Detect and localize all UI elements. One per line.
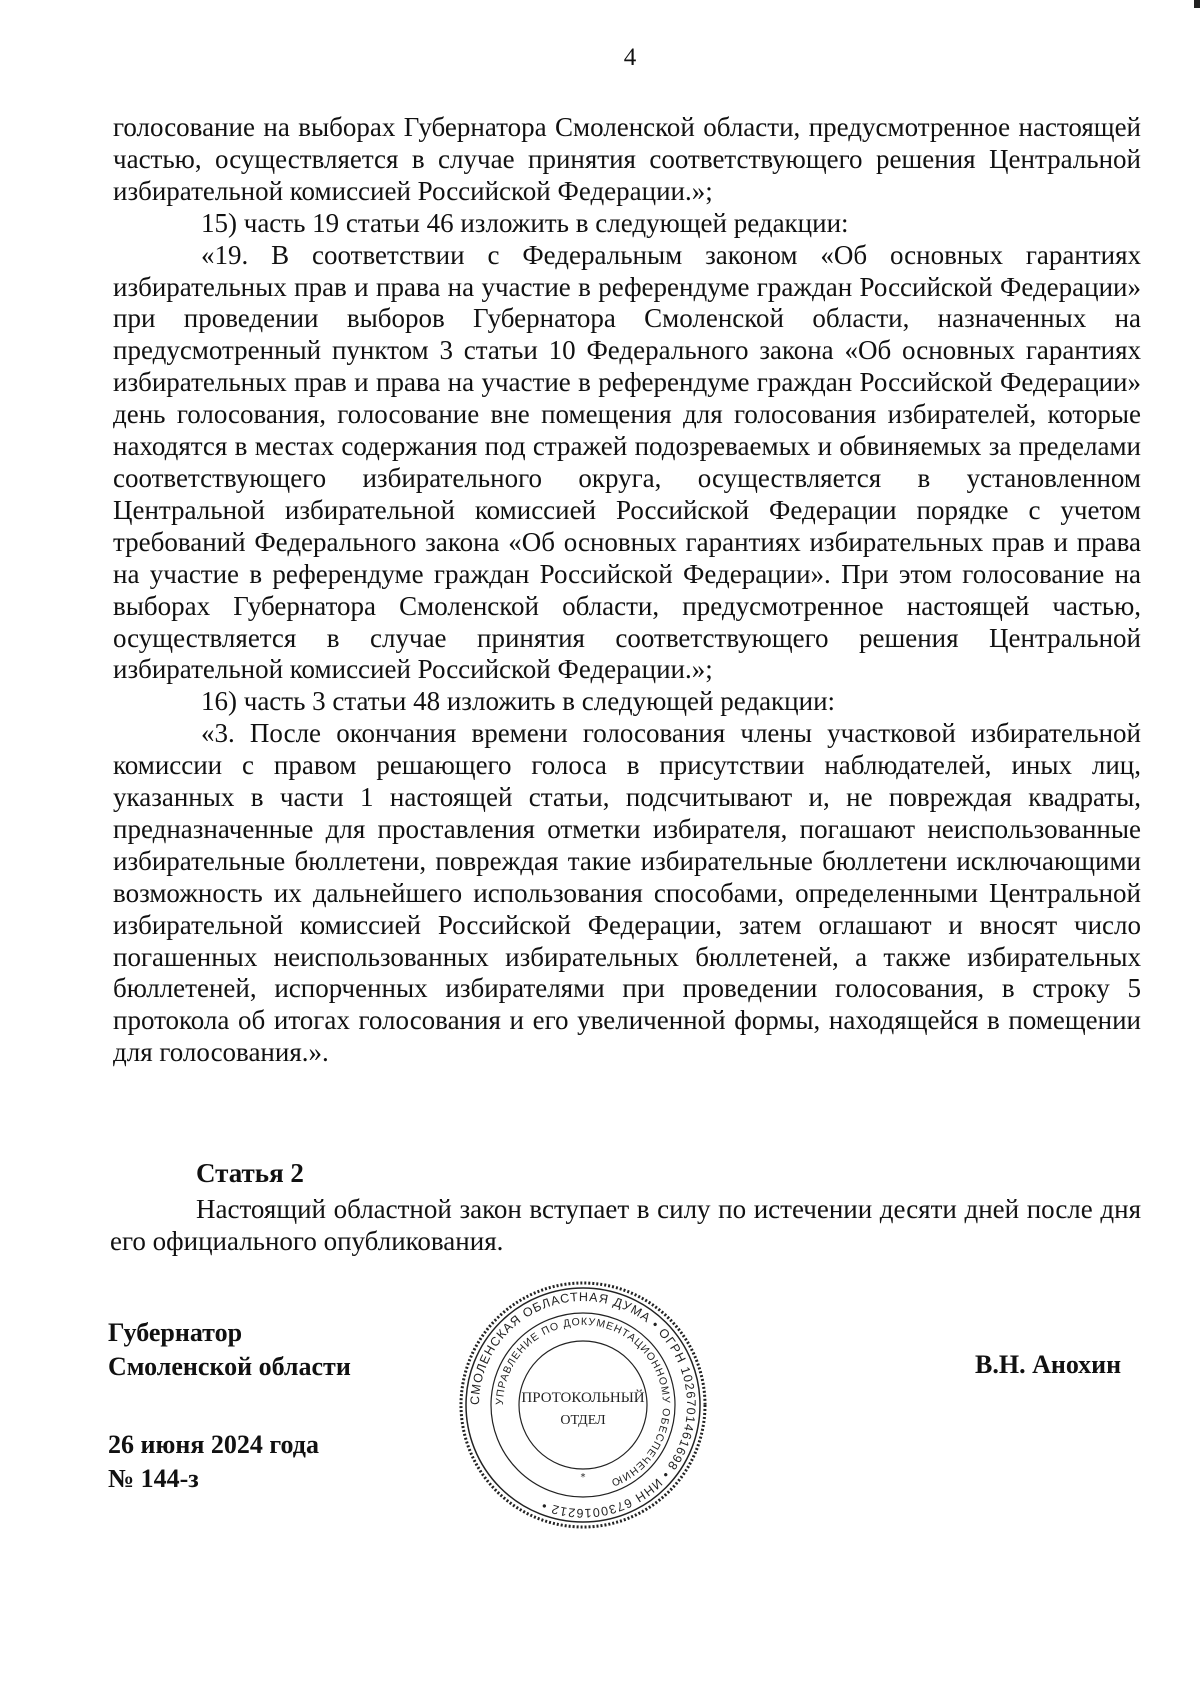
scan-edge-mark bbox=[1194, 0, 1200, 8]
law-number: № 144-з bbox=[108, 1464, 199, 1493]
signer-title-line2: Смоленской области bbox=[108, 1352, 351, 1381]
official-seal-stamp bbox=[458, 1280, 708, 1530]
paragraph-item-15: 15) часть 19 статьи 46 изложить в следующей редакции: bbox=[201, 207, 849, 238]
law-date: 26 июня 2024 года bbox=[108, 1430, 319, 1459]
seal-center-line2: ОТДЕЛ bbox=[560, 1413, 606, 1428]
paragraph-part-19: «19. В соответствии с Федеральным законом «Об основных гарантиях избирательных прав и права на участие в референдуме граждан Российской Федерации» при проведении выборов Губернатора Смоленской области, назначенных на предусмотренный пунктом 3 статьи 10 Федерального закона «Об основных гарантиях избирательных прав и права на участие в референдуме граждан Российской Федерации» день голосования, голосование вне помещения для голосования избирателей, которые находятся в местах содержания под стражей подозреваемых и обвиняемых за пределами соответствующего избирательного округа, осуществляется в установленном Центральной избирательной комиссией Российской Федерации порядке с учетом требований Федерального закона «Об основных гарантиях избирательных прав и права на участие в референдуме граждан Российской Федерации». При этом голосование на выборах Губернатора Смоленской области, предусмотренное настоящей частью, осуществляется в случае принятия соответствующего решения Центральной избирательной комиссией Российской Федерации.»; bbox=[113, 239, 1141, 685]
law-amendments-body bbox=[113, 112, 1141, 1069]
paragraph-continuation: голосование на выборах Губернатора Смоленской области, предусмотренное настоящей частью, осуществляется в случае принятия соответствующего решения Центральной избирательной комиссией Российской Федерации.»; bbox=[113, 112, 1141, 206]
seal-inner-text: УПРАВЛЕНИЕ ПО ДОКУМЕНТАЦИОННОМУ ОБЕСПЕЧЕНИЮ bbox=[493, 1315, 673, 1489]
paragraph-item-16: 16) часть 3 статьи 48 изложить в следующей редакции: bbox=[201, 686, 836, 717]
seal-center-line1: ПРОТОКОЛЬНЫЙ bbox=[521, 1390, 645, 1406]
paragraph-part-3: «3. После окончания времени голосования члены участковой избирательной комиссии с правом решающего голоса в присутствии наблюдателей, иных лиц, указанных в части 1 настоящей статьи, подсчитывают и, не повреждая квадраты, предназначенные для проставления отметки избирателя, погашают неиспользованные избирательные бюллетени, повреждая такие избирательные бюллетени исключающими возможность их дальнейшего использования способами, определенными Центральной избирательной комиссией Российской Федерации, затем оглашают и вносят число погашенных неиспользованных избирательных бюллетеней, а также избирательных бюллетеней, испорченных избирателями при проведении голосования, в строку 5 протокола об итогах голосования и его увеличенной формы, находящейся в помещении для голосования.». bbox=[113, 718, 1141, 1068]
signer-name: В.Н. Анохин bbox=[975, 1350, 1122, 1379]
signature-block bbox=[108, 1316, 351, 1496]
article-2-heading: Статья 2 bbox=[196, 1158, 304, 1188]
page-number: 4 bbox=[623, 44, 637, 71]
signer-title-line1: Губернатор bbox=[108, 1318, 243, 1347]
star-icon: * bbox=[580, 1472, 586, 1483]
seal-outer-text: СМОЛЕНСКАЯ ОБЛАСТНАЯ ДУМА • ОГРН 1026701461698 • ИНН 6730016212 • bbox=[467, 1289, 699, 1521]
article-2-text: Настоящий областной закон вступает в силу по истечении десяти дней после дня его официального опубликования. bbox=[110, 1194, 1141, 1256]
